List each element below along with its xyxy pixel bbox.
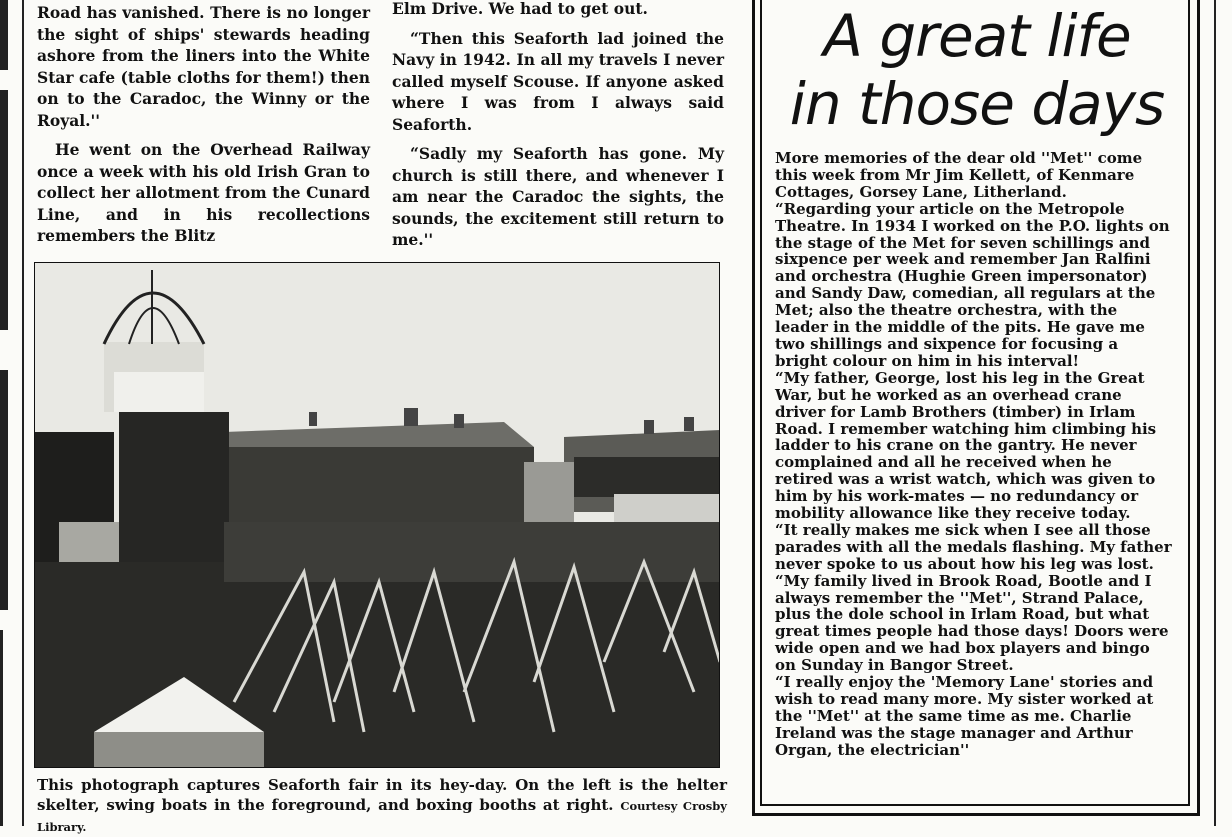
left-page-edge (0, 0, 12, 826)
fair-photograph (34, 262, 720, 768)
middle-text-column (392, 0, 724, 259)
paragraph: He went on the Overhead Railway once a week with his old Irish Gran to collect her allotment from the Cunard Line, and in his recollections remembers the Blitz (37, 140, 370, 245)
feature-article (775, 150, 1175, 759)
headline-line: in those days (789, 70, 1165, 138)
paragraph: “Sadly my Seaforth has gone. My church is still there, and whenever I am near the Caradoc the sights, the sounds, the excitement still return to me.'' (392, 144, 724, 249)
paragraph: “Then this Seaforth lad joined the Navy in 1942. In all my travels I never called myself Scouse. If anyone asked where I was from I always said Seaforth. (392, 28, 724, 134)
left-text-column (37, 2, 370, 255)
photo-credit: Courtesy Crosby Library. (37, 799, 727, 834)
headline-line: A great life (823, 2, 1131, 70)
paragraph: “It really makes me sick when I see all those parades with all the medals flashing. My father never spoke to us about how his leg was lost. (775, 520, 1172, 573)
paragraph: More memories of the dear old ''Met'' come this week from Mr Jim Kellett, of Kenmare Cottages, Gorsey Lane, Litherland. (775, 149, 1143, 201)
paragraph: “My family lived in Brook Road, Bootle and I always remember the ''Met'', Strand Palace, plus the dole school in Irlam Road, but what great times people had those days! Doors were wide open and we had box players and bingo on Sunday in Bangor Street. (775, 571, 1169, 675)
caption-text: This photograph captures Seaforth fair in its hey-day. On the left is the helter skelter, swing boats in the foreground, and boxing booths at right. (37, 776, 727, 814)
paragraph: “Regarding your article on the Metropole Theatre. In 1934 I worked on the P.O. lights on the stage of the Met for seven schillings and sixpence per week and remember Jan Ralfini and orchestra (Hughie Green impersonator) and Sandy Daw, comedian, all regulars at the Met; also the theatre orchestra, with the leader in the middle of the pits. He gave me two shillings and sixpence for focusing a bright colour on him in his interval! (775, 199, 1170, 370)
column-rule (22, 0, 24, 826)
right-page-edge (1214, 0, 1232, 826)
paragraph: “I really enjoy the 'Memory Lane' stories and wish to read many more. My sister worked at the ''Met'' at the same time as me. Charlie Ireland was the stage manager and Arthur Organ, the electrician'' (775, 673, 1154, 759)
paragraph: Road has vanished. There is no longer the sight of ships' stewards heading ashore from the liners into the White Star cafe (table cloths for them!) then on to the Caradoc, the Winny or the Royal.'' (37, 3, 370, 130)
photo-caption (37, 775, 727, 837)
paragraph: “My father, George, lost his leg in the Great War, but he worked as an overhead crane driver for Lamb Brothers (timber) in Irlam Road. I remember watching him climbing his ladder to his crane on the gantry. He never complained and all he received when he retired was a wrist watch, which was given to him by his work-mates — no redundancy or mobility allowance like they receive today. (775, 368, 1157, 523)
feature-headline (772, 2, 1182, 138)
paragraph: Elm Drive. We had to get out. (392, 0, 648, 18)
